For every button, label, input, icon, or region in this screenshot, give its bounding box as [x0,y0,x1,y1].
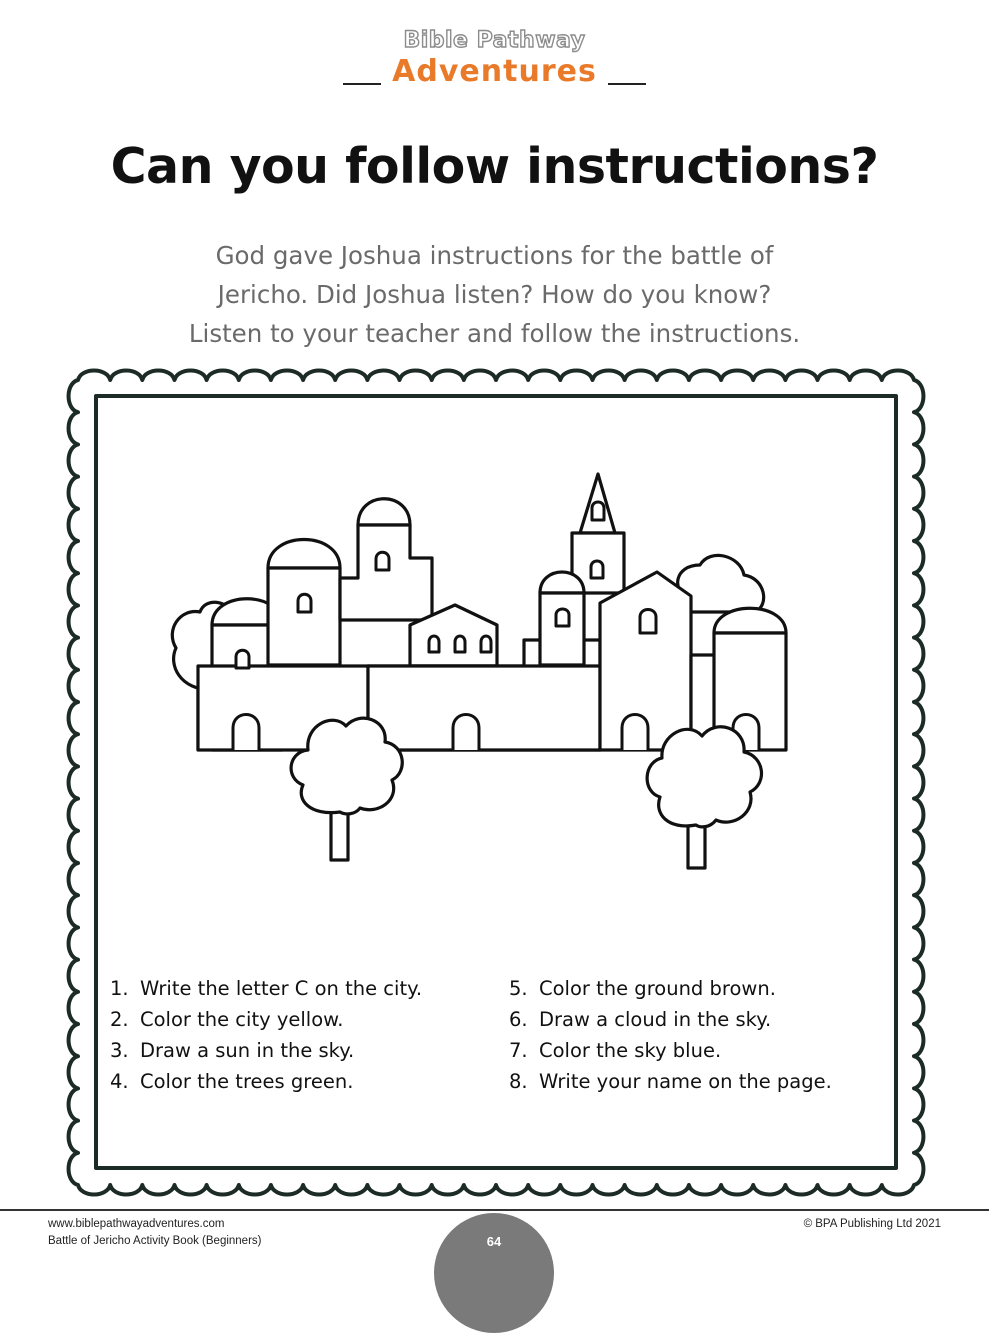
instruction-item: 8. Write your name on the page. [509,1070,832,1093]
instruction-item: 1. Write the letter C on the city. [110,977,423,1000]
instruction-item: 5. Color the ground brown. [509,977,776,1000]
center-tower [340,525,432,620]
main-wall-block [368,666,600,750]
instruction-list-right [509,975,832,1099]
left-tree [291,718,402,860]
logo-main-text: Adventures [392,54,597,89]
instruction-item: 3. Draw a sun in the sky. [110,1039,355,1062]
instruction-item: 7. Color the sky blue. [509,1039,722,1062]
right-tower-small [540,593,584,665]
instruction-list-left [110,975,422,1099]
center-dome [358,499,410,525]
page-title: Can you follow instructions? [110,138,879,195]
city-illustration [172,474,786,868]
footer-website: www.biblepathwayadventures.com [48,1218,225,1230]
page-number-tab [434,1213,554,1333]
tall-left-tower [268,568,340,665]
tall-left-dome [268,540,340,569]
footer-copyright: © BPA Publishing Ltd 2021 [803,1218,941,1230]
instruction-item: 4. Color the trees green. [110,1070,354,1093]
intro-line: Jericho. Did Joshua listen? How do you know? [217,280,772,309]
right-tree [647,727,761,868]
instruction-item: 6. Draw a cloud in the sky. [509,1008,772,1031]
instruction-item: 2. Color the city yellow. [110,1008,344,1031]
page-number: 64 [486,1234,502,1249]
footer-divider [0,1209,989,1211]
footer-book-title: Battle of Jericho Activity Book (Beginners) [48,1235,262,1247]
intro-line: God gave Joshua instructions for the battle of [215,241,774,270]
logo-top-text: Bible Pathway [403,28,586,53]
intro-line: Listen to your teacher and follow the instructions. [188,319,801,348]
